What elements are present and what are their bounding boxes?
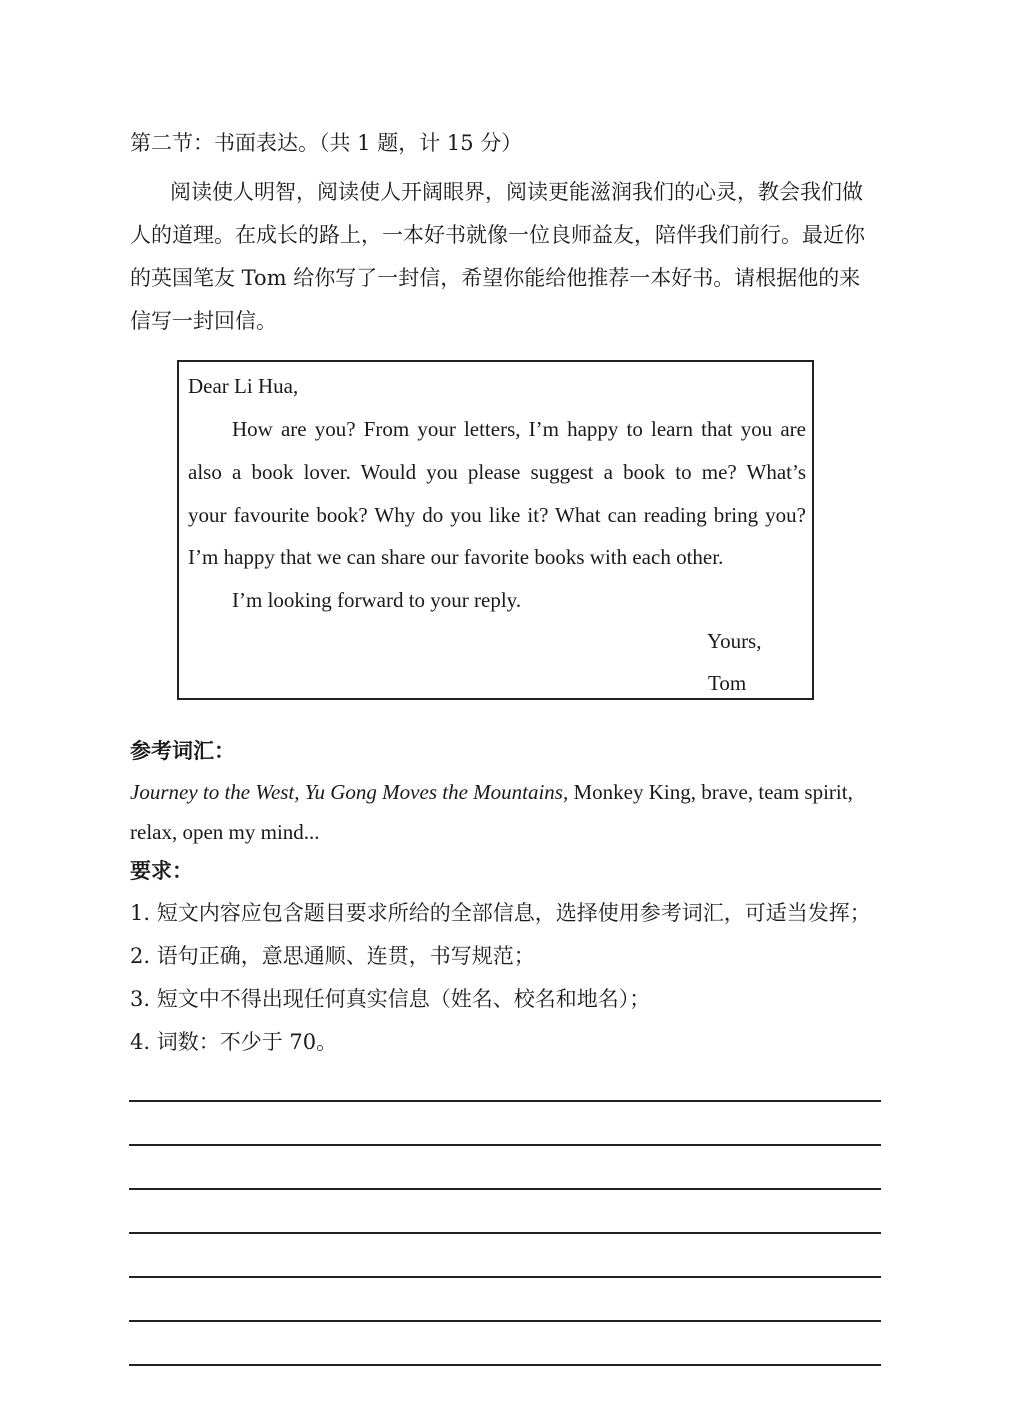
reference-line-1 [130,777,853,807]
writing-line[interactable] [129,1232,881,1234]
letter-greeting: Dear Li Hua, [188,374,299,398]
reference-italic-titles: Journey to the West, Yu Gong Moves the Mountains, [130,780,569,804]
requirement-item-2: 2. 语句正确，意思通顺、连贯，书写规范； [130,944,535,968]
intro-line-3: 的英国笔友 Tom 给你写了一封信，希望你能给他推荐一本好书。请根据他的来 [130,266,861,290]
letter-box [177,360,814,700]
letter-signature: Tom [708,671,747,695]
requirement-item-3: 3. 短文中不得出现任何真实信息（姓名、校名和地名）； [130,987,651,1011]
requirements-heading: 要求： [130,858,193,883]
writing-line[interactable] [129,1320,881,1322]
requirement-item-4: 4. 词数：不少于 70。 [130,1030,338,1054]
writing-line[interactable] [129,1364,881,1366]
writing-line[interactable] [129,1188,881,1190]
section-heading: 第二节：书面表达。（共 1 题，计 15 分） [130,131,523,155]
writing-line[interactable] [129,1144,881,1146]
intro-line-2: 人的道理。在成长的路上，一本好书就像一位良师益友，陪伴我们前行。最近你 [130,223,865,247]
requirement-item-1: 1. 短文内容应包含题目要求所给的全部信息，选择使用参考词汇，可适当发挥； [130,901,871,925]
letter-body-line-3: your favourite book? Why do you like it? What can reading bring you? [188,503,806,527]
reference-heading: 参考词汇： [130,738,235,763]
reference-words: Monkey King, brave, team spirit, [568,780,853,804]
intro-line-4: 信写一封回信。 [130,309,277,333]
writing-line[interactable] [129,1100,881,1102]
letter-body-line-2: also a book lover. Would you please suggest a book to me? What’s [188,460,806,484]
letter-body-line-1: How are you? From your letters, I’m happy to learn that you are [232,417,806,441]
letter-signoff: Yours, [707,629,762,653]
intro-line-1: 阅读使人明智，阅读使人开阔眼界，阅读更能滋润我们的心灵，教会我们做 [170,180,863,204]
letter-closing-line: I’m looking forward to your reply. [232,588,522,612]
writing-line[interactable] [129,1276,881,1278]
reference-line-2: relax, open my mind... [130,820,320,844]
letter-body-line-4: I’m happy that we can share our favorite books with each other. [188,545,724,569]
